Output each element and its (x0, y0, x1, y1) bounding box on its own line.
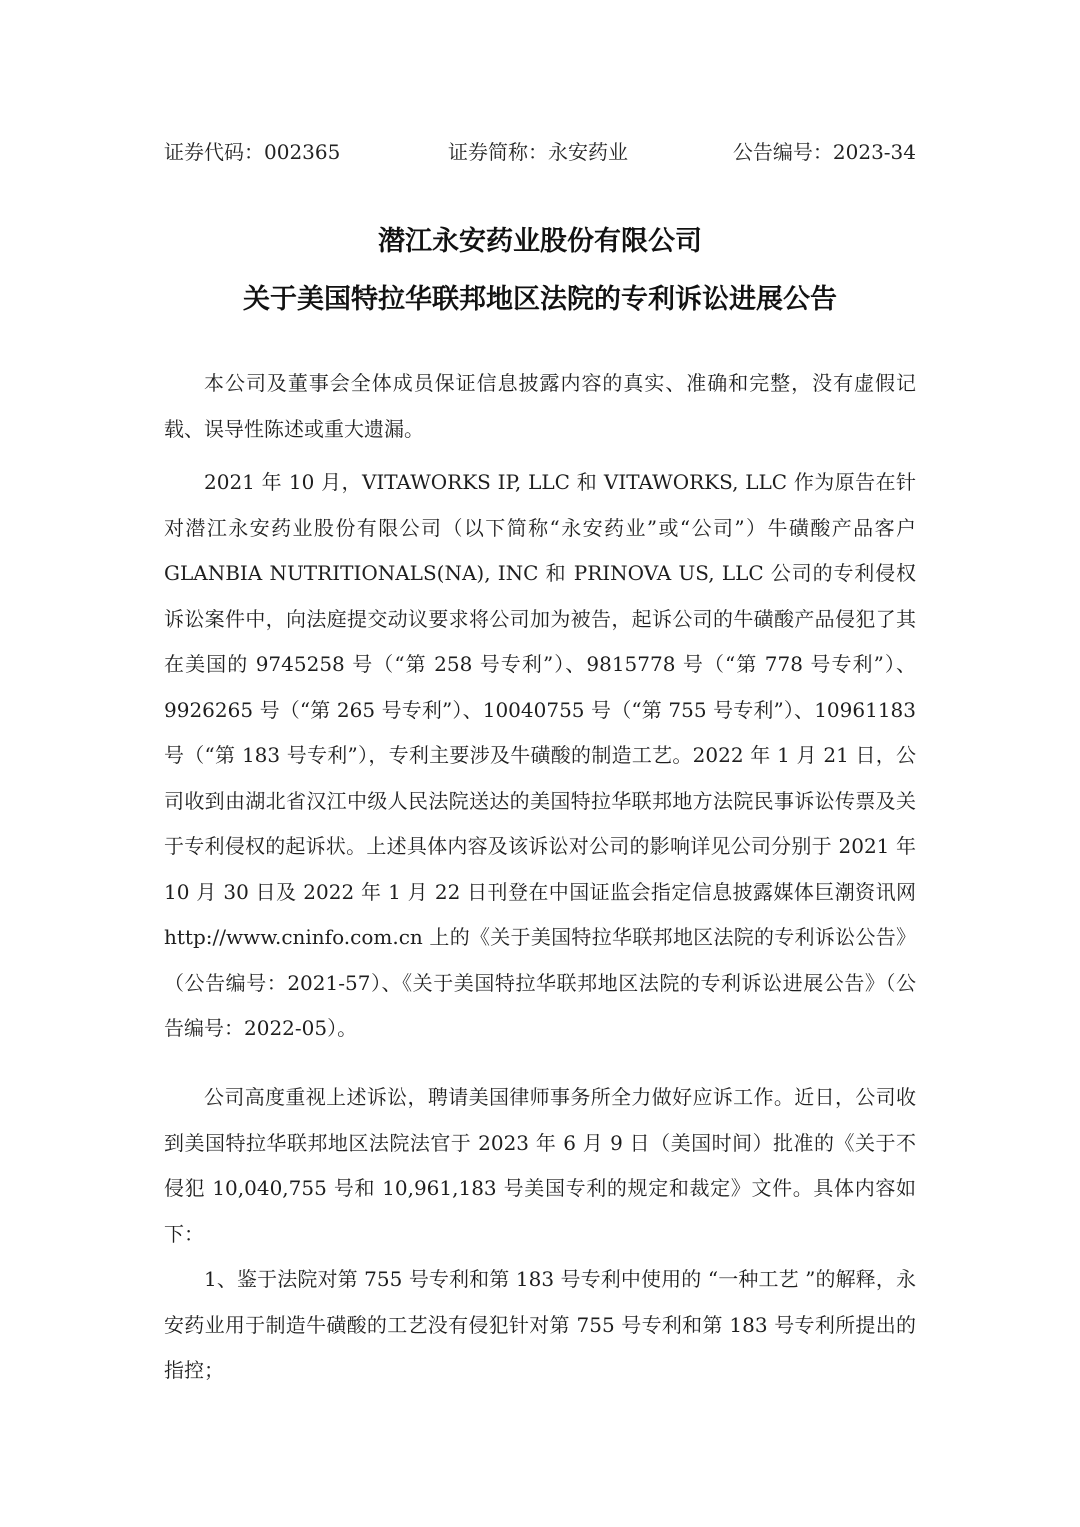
stock-short-name: 证券简称：永安药业 (448, 140, 628, 164)
announcement-title: 关于美国特拉华联邦地区法院的专利诉讼进展公告 (243, 284, 837, 315)
announcement-number: 公告编号：2023-34 (732, 140, 916, 164)
company-title: 潜江永安药业股份有限公司 (378, 226, 702, 257)
progress-paragraph: 公司高度重视上述诉讼，聘请美国律师事务所全力做好应诉工作。近日，公司收到美国特拉华联邦地区法院法官于 2023 年 6 月 9 日（美国时间）批准的《关于不侵犯 10,040,755 号和 10,961,183 号美国专利的规定和裁定》文件。具体内容如下： (164, 1085, 916, 1246)
stock-code: 证券代码：002365 (164, 140, 341, 164)
background-paragraph: 2021 年 10 月，VITAWORKS IP, LLC 和 VITAWORKS, LLC 作为原告在针对潜江永安药业股份有限公司（以下简称“永安药业”或“公司”）牛磺酸产品客户GLANBIA NUTRITIONALS(NA), INC 和 PRINOVA US, LLC 公司的专利侵权诉讼案件中，向法庭提交动议要求将公司加为被告，起诉公司的牛磺酸产品侵犯了其在美国的 9745258 号（“第 258 号专利”）、9815778 号（“第 778 号专利”）、9926265 号（“第 265 号专利”）、10040755 号（“第 755 号专利”）、10961183 号（“第 183 号专利”），专利主要涉及牛磺酸的制造工艺。2022 年 1 月 21 日，公司收到由湖北省汉江中级人民法院送达的美国特拉华联邦地方法院民事诉讼传票及关于专利侵权的起诉状。上述具体内容及该诉讼对公司的影响详见公司分别于 2021 年 10 月 30 日及 2022 年 1 月 22 日刊登在中国证监会指定信息披露媒体巨潮资讯网 http://www.cninfo.com.cn 上的《关于美国特拉华联邦地区法院的专利诉讼公告》（公告编号：2021-57）、《关于美国特拉华联邦地区法院的专利诉讼进展公告》（公告编号：2022-05）。 (164, 470, 916, 1040)
announcement-header (164, 136, 916, 168)
ruling-item-1: 1、鉴于法院对第 755 号专利和第 183 号专利中使用的 “一种工艺 ”的解释，永安药业用于制造牛磺酸的工艺没有侵犯针对第 755 号专利和第 183 号专利所提出的指控； (164, 1267, 916, 1382)
disclaimer-paragraph: 本公司及董事会全体成员保证信息披露内容的真实、准确和完整，没有虚假记载、误导性陈述或重大遗漏。 (164, 371, 916, 441)
